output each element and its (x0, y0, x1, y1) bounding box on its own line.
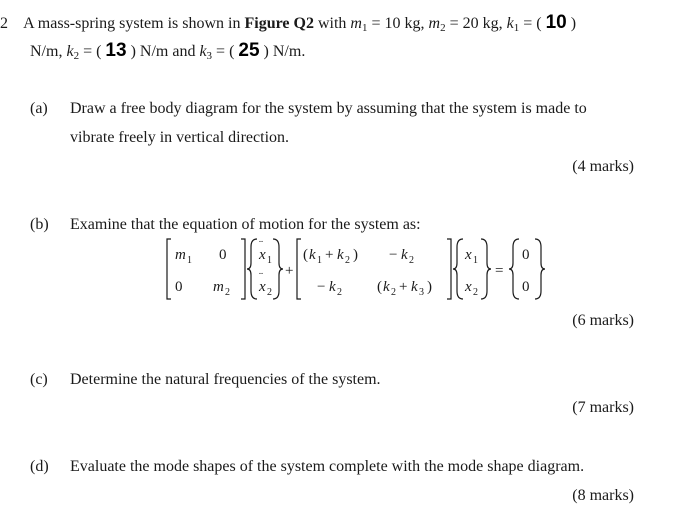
part-a-text-1: Draw a free body diagram for the system by assuming that the system is made to (70, 100, 587, 117)
svg-text:1: 1 (267, 255, 272, 266)
part-b-label: (b) (30, 216, 49, 233)
part-a-label: (a) (30, 100, 48, 117)
svg-text:2: 2 (409, 255, 414, 266)
equation-svg (163, 235, 553, 305)
svg-text:3: 3 (419, 287, 424, 298)
svg-text:=: = (495, 263, 504, 279)
part-b-marks: (6 marks) (572, 312, 634, 329)
intro-with: with (317, 15, 347, 32)
svg-text:k: k (329, 279, 336, 295)
svg-text:+: + (325, 247, 334, 263)
m2-value: = 20 kg, (449, 15, 503, 32)
and-text: N/m and (139, 43, 196, 60)
svg-text:0: 0 (522, 247, 530, 263)
svg-text:x: x (465, 247, 472, 263)
k1-value: 10 (545, 12, 567, 33)
svg-text:2: 2 (473, 287, 478, 298)
svg-text:2: 2 (267, 287, 272, 298)
svg-text:0: 0 (175, 279, 183, 295)
k1-open: = ( (523, 15, 542, 32)
question-intro-line-1: 2 A mass-spring system is shown in Figure Q2 with $m_1 = 10$ kg, $m_2 = 20$ kg, $k_1$ = ( 10 ) (0, 12, 577, 34)
equation-of-motion (163, 235, 553, 305)
part-b-text-1: Examine that the equation of motion for the system as: (70, 216, 421, 233)
svg-text:1: 1 (473, 255, 478, 266)
svg-text:0: 0 (219, 247, 227, 263)
part-a-text-2: vibrate freely in vertical direction. (70, 129, 290, 146)
k2-value: 13 (105, 40, 127, 61)
part-d-label: (d) (30, 458, 49, 475)
svg-text:x: x (259, 247, 266, 263)
k2-open: = ( (83, 43, 102, 60)
svg-text:+: + (285, 263, 294, 279)
part-c-label: (c) (30, 371, 48, 388)
svg-text:0: 0 (522, 279, 530, 295)
svg-text:m: m (175, 247, 186, 263)
svg-text:1: 1 (187, 255, 192, 266)
end-text: ) N/m. (263, 43, 306, 60)
svg-text:¨: ¨ (259, 269, 263, 283)
k3-value: 25 (238, 40, 260, 61)
svg-text:1: 1 (317, 255, 322, 266)
svg-text:): ) (427, 279, 432, 295)
svg-text:2: 2 (391, 287, 396, 298)
svg-text:x: x (259, 279, 266, 295)
m1-value: = 10 kg, (371, 15, 425, 32)
svg-text:): ) (353, 247, 358, 263)
svg-text:¨: ¨ (259, 237, 263, 251)
part-a-marks: (4 marks) (572, 158, 634, 175)
question-intro-line-2: N/m, $k_2$ = ( 13 ) N/m and $k_3$ = ( 25 ) N/m. (30, 40, 306, 62)
svg-text:−: − (389, 247, 398, 263)
part-c-marks: (7 marks) (572, 399, 634, 416)
part-d-text-1: Evaluate the mode shapes of the system complete with the mode shape diagram. (70, 458, 585, 475)
unit-nm: N/m, (30, 43, 63, 60)
svg-text:k: k (383, 279, 390, 295)
svg-text:2: 2 (337, 287, 342, 298)
figure-reference: Figure Q2 (244, 15, 314, 32)
svg-text:−: − (317, 279, 326, 295)
svg-text:m: m (213, 279, 224, 295)
question-number: 2 (0, 15, 8, 32)
svg-text:2: 2 (225, 287, 230, 298)
part-c-text-1: Determine the natural frequencies of the system. (70, 371, 381, 388)
svg-text:(: ( (303, 247, 308, 263)
svg-text:k: k (309, 247, 316, 263)
k3-open: = ( (216, 43, 235, 60)
svg-text:(: ( (377, 279, 382, 295)
svg-text:2: 2 (345, 255, 350, 266)
part-d-marks: (8 marks) (572, 487, 634, 504)
svg-text:x: x (465, 279, 472, 295)
svg-text:k: k (401, 247, 408, 263)
svg-text:+: + (399, 279, 408, 295)
intro-text: A mass-spring system is shown in (23, 15, 241, 32)
svg-text:k: k (337, 247, 344, 263)
svg-text:k: k (411, 279, 418, 295)
